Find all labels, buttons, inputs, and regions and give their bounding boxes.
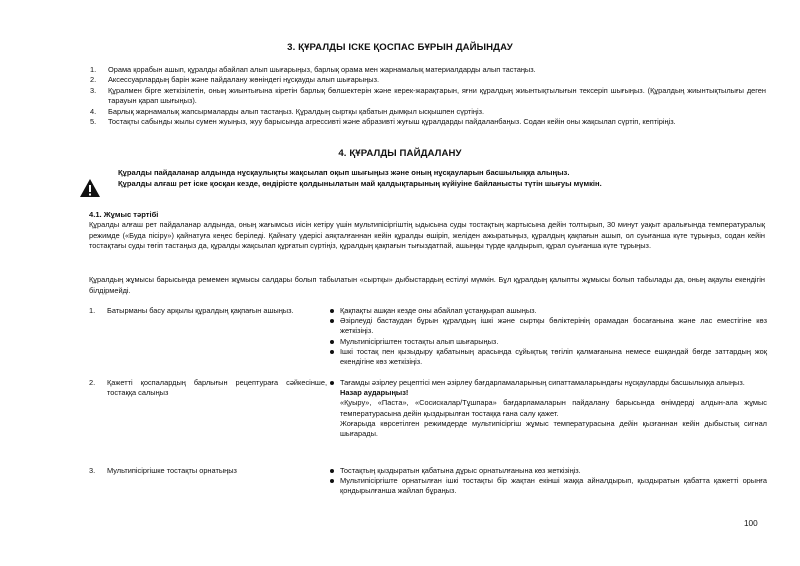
bullet-icon (330, 469, 334, 473)
bullet-icon (330, 319, 334, 323)
bullet-item: Тостақтың қыздыратын қабатына дұрыс орнатылғанына көз жеткізіңіз. (330, 466, 767, 476)
bullet-item: Тағамды әзірлеу рецептісі мен әзірлеу бағдарламаларының сипаттамаларындағы нұсқауларды басшылыққа алыңыз. Назар аударыңыз! «Қуыру», «Паста», «Сосискалар/Тұшпара» бағдарламаларын пайдалану барысында өнімдерді алдын-ала жұмыс температурасына дейін қыздырылған тостаққа ғана салу қажет. Жоғарыда көрсетілген режимдерде мультипісіргіш жұмыс температурасына дейін қызғаннан кейін дыбыстық сигнал шығарады. (330, 378, 767, 439)
step-action: Қажетті қоспалардың барлығын рецептураға сәйкесінше, тостаққа салыңыз (107, 378, 327, 398)
bullet-icon (330, 309, 334, 313)
paragraph-first-use: Құралды алғаш рет пайдаланар алдында, оның жағымсыз иісін кетіру үшін мультипісіргіштің ыдысына суды тостақтың жартысына дейін толтырып, 30 минут уақыт аралығында температуралық режимде («Буда пісіру») қайнатуға кеңес беріледі. Қайнату үдерісі аяқталғаннан кейін құралды өшіріп, желіден ажыратыңыз, құралдың қақпағын ашып, ол суығанша күте тұрыңыз, содан кейін тостақтағы суды төгіп тастаңыз да, құралды жақсылап құрғатып сүртіңіз, құралдың қақпағын тығыздатпай, ашыңқы түрде қалдырып, құрал суығанша күте тұрыңыз. (89, 220, 765, 251)
manual-page: 3. ҚҰРАЛДЫ ІСКЕ ҚОСПАС БҰРЫН ДАЙЫНДАУ 1. Орама қорабын ашып, құралды абайлап алып шығарыңыз, барлық орама мен жарнамалық материалдарды алып тастаңыз. 2. Аксессуарлардың барін және пайдалану жөніндегі нұсқауды алып шығарыңыз. 3. Құралмен бірге жеткізілетін, оның жиынтығына кіретін барлық бөлшектерін және керек-жарақтарын, яғни құралдың жиынтықтылығын тексеріп шығыңыз. (Құралдың жиынтықтылығы деген тарауын қарап шығыңыз). 4. Барлық жарнамалық жапсырмаларды алып тастаңыз. Құралдың сыртқы қабатын дымқыл ысқышпен сүртіңіз. 5. Тостақты сабынды жылы сумен жуыңыз, жуу барысында агрессивті және абразивті жуғыш құралдарды пайдаланбаңыз. Содан кейін оны жақсылап сүртіп, кептіріңіз. 4. ҚҰРАЛДЫ ПАЙДАЛАНУ Құралды пайдаланар алдында нұсқаулықты жақсылап оқып шығыңыз және оның нұсқауларын басшылыққа алыңыз. Құралды алғаш рет іске қосқан кезде, өндірісте қолдынылатын май қалдықтарының күйіуіне байланысты түтін шығуы мүмкін. 4.1. Жұмыс тәртібі Құралды алғаш рет пайдаланар алдында, оның жағымсыз иісін кетіру үшін мультипісіргіштің ыдысына суды тостақтың жартысына дейін толтырып, 30 минут уақыт аралығында температуралық режимде («Буда пісіру») қайнатуға кеңес беріледі. Қайнату үдерісі аяқталғаннан кейін құралды өшіріп, желіден ажыратыңыз, құралдың қақпағын ашып, ол суығанша күте тұрыңыз, содан кейін тостақтағы суды төгіп тастаңыз да, құралды жақсылап құрғатып сүртіңіз, құралдың қақпағын тығыздатпай, ашыңқы түрде қалдырып, құрал суығанша күте тұрыңыз. Құралдың жұмысы барысында ремемен жұмысы салдары болып табылатын «сыртқы» дыбыстардың естілуі мүмкін. Бұл құралдың қалыпты жұмысы болып табылады да, оның ақаулы екендігін білдірмейді. 1. Батырманы басу арқылы құралдың қақпағын ашыңыз. Қақпақты ашқан кезде оны абайлап ұстаңқырап ашыңыз. Әзірлеуді бастаудан бұрын құралдың ішкі және сыртқы бөліктерінің орамадан босағанына және лас еместігіне көз жеткізіңіз. Мультипісіргіштен тостақты алып шығарыңыз. Ішкі тостақ пен қызыдыру қабатының арасында сұйықтық төгіліп қалмағанына немесе ешқандай бөгде заттардың жоқ екендігіне көз жеткізіңіз. 2. Қажетті қоспалардың барлығын рецептураға сәйкесінше, тостаққа салыңыз Тағамды әзірлеу рецептісі мен әзірлеу бағдарламаларының сипаттамаларындағы нұсқауларды басшылыққа алыңыз. Назар аударыңыз! «Қуыру», «Паста», «Сосискалар/Тұшпара» бағдарламаларын пайдалану барысында өнімдерді алдын-ала жұмыс температурасына дейін қыздырылған тостаққа ғана салу қажет. Жоғарыда көрсетілген режимдерде мультипісіргіш жұмыс температурасына дейін қызғаннан кейін дыбыстық сигнал шығарады. 3. Мультипісіргішке тостақты орнатыңыз Тостақтың қыздыратын қабатына дұрыс орнатылғанына көз жеткізіңіз. Мультипісіргіште орнатылған ішкі тостақты бір жақтан екінші жаққа айналдырып, қыздыратын қабатта қажетті орынға қондырылғанша жайлап бұраңыз. 100 (0, 0, 800, 566)
paragraph-sounds: Құралдың жұмысы барысында ремемен жұмысы салдары болып табылатын «сыртқы» дыбыстардың естілуі мүмкін. Бұл құралдың қалыпты жұмысы болып табылады да, оның ақаулы екендігін білдірмейді. (89, 275, 765, 295)
section-3-title: 3. ҚҰРАЛДЫ ІСКЕ ҚОСПАС БҰРЫН ДАЙЫНДАУ (287, 42, 513, 53)
step-action: Батырманы басу арқылы құралдың қақпағын ашыңыз. (107, 306, 294, 315)
step-bullets (330, 306, 767, 367)
warning-line-1: Құралды пайдаланар алдында нұсқаулықты жақсылап оқып шығыңыз және оның нұсқауларын басшылыққа алыңыз. (118, 168, 570, 177)
bullet-item: Ішкі тостақ пен қызыдыру қабатының арасында сұйықтық төгіліп қалмағанына немесе ешқандай бөгде заттардың жоқ екендігіне көз жеткізіңіз. (330, 347, 767, 367)
bullet-item: Әзірлеуді бастаудан бұрын құралдың ішкі және сыртқы бөліктерінің орамадан босағанына және лас еместігіне көз жеткізіңіз. (330, 316, 767, 336)
preparation-list (90, 65, 766, 127)
bullet-icon (330, 381, 334, 385)
bullet-item: Мультипісіргіште орнатылған ішкі тостақты бір жақтан екінші жаққа айналдырып, қыздыратын қабатта қажетті орынға қондырылғанша жайлап бұраңыз. (330, 476, 767, 496)
bullet-item: Қақпақты ашқан кезде оны абайлап ұстаңқырап ашыңыз. (330, 306, 767, 316)
list-item: 1. Орама қорабын ашып, құралды абайлап алып шығарыңыз, барлық орама мен жарнамалық материалдарды алып тастаңыз. (90, 65, 536, 74)
bullet-item: Мультипісіргіштен тостақты алып шығарыңыз. (330, 337, 767, 347)
step-action: Мультипісіргішке тостақты орнатыңыз (107, 466, 237, 475)
bullet-icon (330, 350, 334, 354)
list-item: 3. Құралмен бірге жеткізілетін, оның жиынтығына кіретін барлық бөлшектерін және керек-жарақтарын, яғни құралдың жиынтықтылығын тексеріп шығыңыз. (Құралдың жиынтықтылығы деген тарауын қарап шығыңыз). (90, 85, 766, 106)
bullet-icon (330, 479, 334, 483)
list-item: 2. Аксессуарлардың барін және пайдалану жөніндегі нұсқауды алып шығарыңыз. (90, 75, 380, 85)
attention-note: Назар аударыңыз! (340, 388, 409, 398)
warning-block (88, 168, 798, 189)
section-4-title: 4. ҚҰРАЛДЫ ПАЙДАЛАНУ (338, 148, 462, 159)
page-number: 100 (744, 519, 758, 528)
list-item: 5. Тостақты сабынды жылы сумен жуыңыз, жуу барысында агрессивті және абразивті жуғыш құралдарды пайдаланбаңыз. Содан кейін оны жақсылап сүртіп, кептіріңіз. (90, 117, 676, 127)
warning-line-2: Құралды алғаш рет іске қосқан кезде, өндірісте қолдынылатын май қалдықтарының күйіуіне байланысты түтін шығуы мүмкін. (118, 178, 602, 188)
subheading-work-order: 4.1. Жұмыс тәртібі (89, 210, 159, 219)
step-bullets (330, 466, 767, 497)
bullet-icon (330, 340, 334, 344)
list-item: 4. Барлық жарнамалық жапсырмаларды алып тастаңыз. Құралдың сыртқы қабатын дымқыл ысқышпен сүртіңіз. (90, 106, 485, 116)
step-bullets (330, 378, 767, 439)
